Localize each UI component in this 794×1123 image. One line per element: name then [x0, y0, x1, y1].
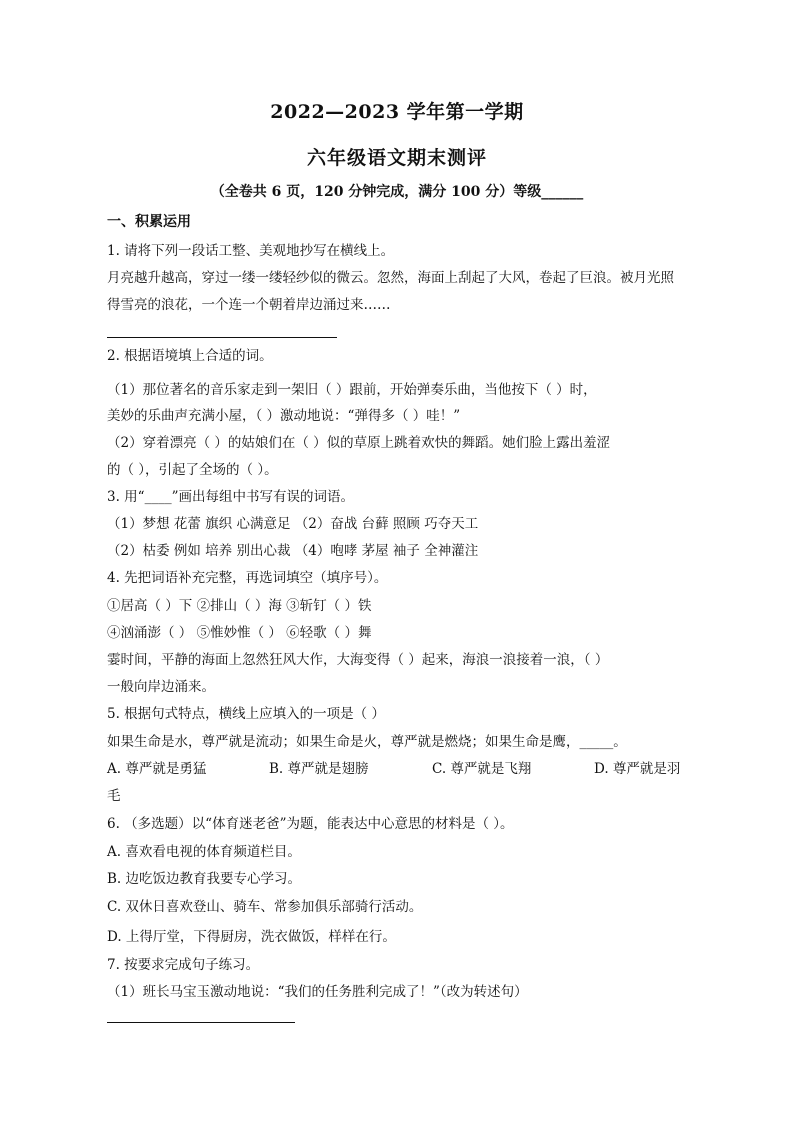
section-heading: 一、积累运用	[107, 214, 191, 230]
q4-line3: 霎时间，平静的海面上忽然狂风大作，大海变得（ ）起来，海浪一浪接着一浪，（ ）	[107, 652, 609, 668]
q1-prompt: 1. 请将下列一段话工整、美观地抄写在横线上。	[107, 243, 395, 259]
q5-option-a[interactable]: A. 尊严就是勇猛	[107, 761, 207, 777]
q6-prompt: 6. （多选题）以“体育迷老爸”为题，能表达中心意思的材料是（ ）。	[107, 816, 514, 832]
q4-line2: ④汹涌澎（ ） ⑤惟妙惟（ ） ⑥轻歌（ ）舞	[107, 625, 372, 641]
q7-item1: （1）班长马宝玉激动地说：“我们的任务胜利完成了！”（改为转述句）	[107, 984, 528, 1000]
exam-year: 2022—2023 学年第一学期	[270, 101, 524, 123]
q1-text-line1: 月亮越升越高，穿过一缕一缕轻纱似的微云。忽然，海面上刮起了大风，卷起了巨浪。被月光照	[107, 270, 674, 286]
q5-option-d[interactable]: D. 尊严就是羽	[594, 761, 681, 777]
q6-option-c[interactable]: C. 双休日喜欢登山、骑车、常参加俱乐部骑行活动。	[107, 899, 423, 915]
q5-prompt: 5. 根据句式特点，横线上应填入的一项是（ ）	[107, 706, 385, 722]
q7-answer-line[interactable]	[107, 1022, 295, 1023]
q2-line1: （1）那位著名的音乐家走到一架旧（ ）跟前，开始弹奏乐曲，当他按下（ ）时，	[107, 382, 597, 398]
q3-prompt: 3. 用“____”画出每组中书写有误的词语。	[107, 489, 354, 505]
q4-line4: 一般向岸边涌来。	[107, 679, 215, 695]
q2-line4: 的（ ），引起了全场的（ ）。	[107, 462, 278, 478]
exam-note: （全卷共 6 页，120 分钟完成，满分 100 分）等级______	[210, 184, 584, 200]
q6-option-b[interactable]: B. 边吃饭边教育我要专心学习。	[107, 871, 302, 887]
q3-line1: （1）梦想 花蕾 旗织 心满意足 （2）奋战 台藓 照顾 巧夺天工	[107, 516, 479, 532]
q5-stem: 如果生命是水，尊严就是流动；如果生命是火，尊严就是燃烧；如果生命是鹰，_____。	[107, 734, 627, 750]
q5-option-c[interactable]: C. 尊严就是飞翔	[432, 761, 532, 777]
exam-title: 六年级语文期末测评	[306, 147, 487, 169]
q2-prompt: 2. 根据语境填上合适的词。	[107, 348, 273, 364]
q2-line3: （2）穿着漂亮（ ）的姑娘们在（ ）似的草原上跳着欢快的舞蹈。她们脸上露出羞涩	[107, 435, 611, 451]
q6-option-d[interactable]: D. 上得厅堂，下得厨房，洗衣做饭，样样在行。	[107, 929, 396, 945]
q5-option-b[interactable]: B. 尊严就是翅膀	[269, 761, 369, 777]
q6-option-a[interactable]: A. 喜欢看电视的体育频道栏目。	[107, 844, 301, 860]
q1-text-line2: 得雪亮的浪花，一个连一个朝着岸边涌过来……	[107, 297, 391, 313]
q7-prompt: 7. 按要求完成句子练习。	[107, 957, 260, 973]
q3-line2: （2）枯委 例如 培养 别出心裁 （4）咆哮 茅屋 袖子 全神灌注	[107, 543, 479, 559]
q4-prompt: 4. 先把词语补充完整，再选词填空（填序号）。	[107, 570, 388, 586]
q4-line1: ①居高（ ）下 ②排山（ ）海 ③斩钉（ ）铁	[107, 598, 372, 614]
q2-line2: 美妙的乐曲声充满小屋，（ ）激动地说：“弹得多（ ）哇！”	[107, 408, 461, 424]
q5-option-d-continued: 毛	[107, 788, 121, 804]
q1-answer-line[interactable]	[107, 337, 337, 338]
